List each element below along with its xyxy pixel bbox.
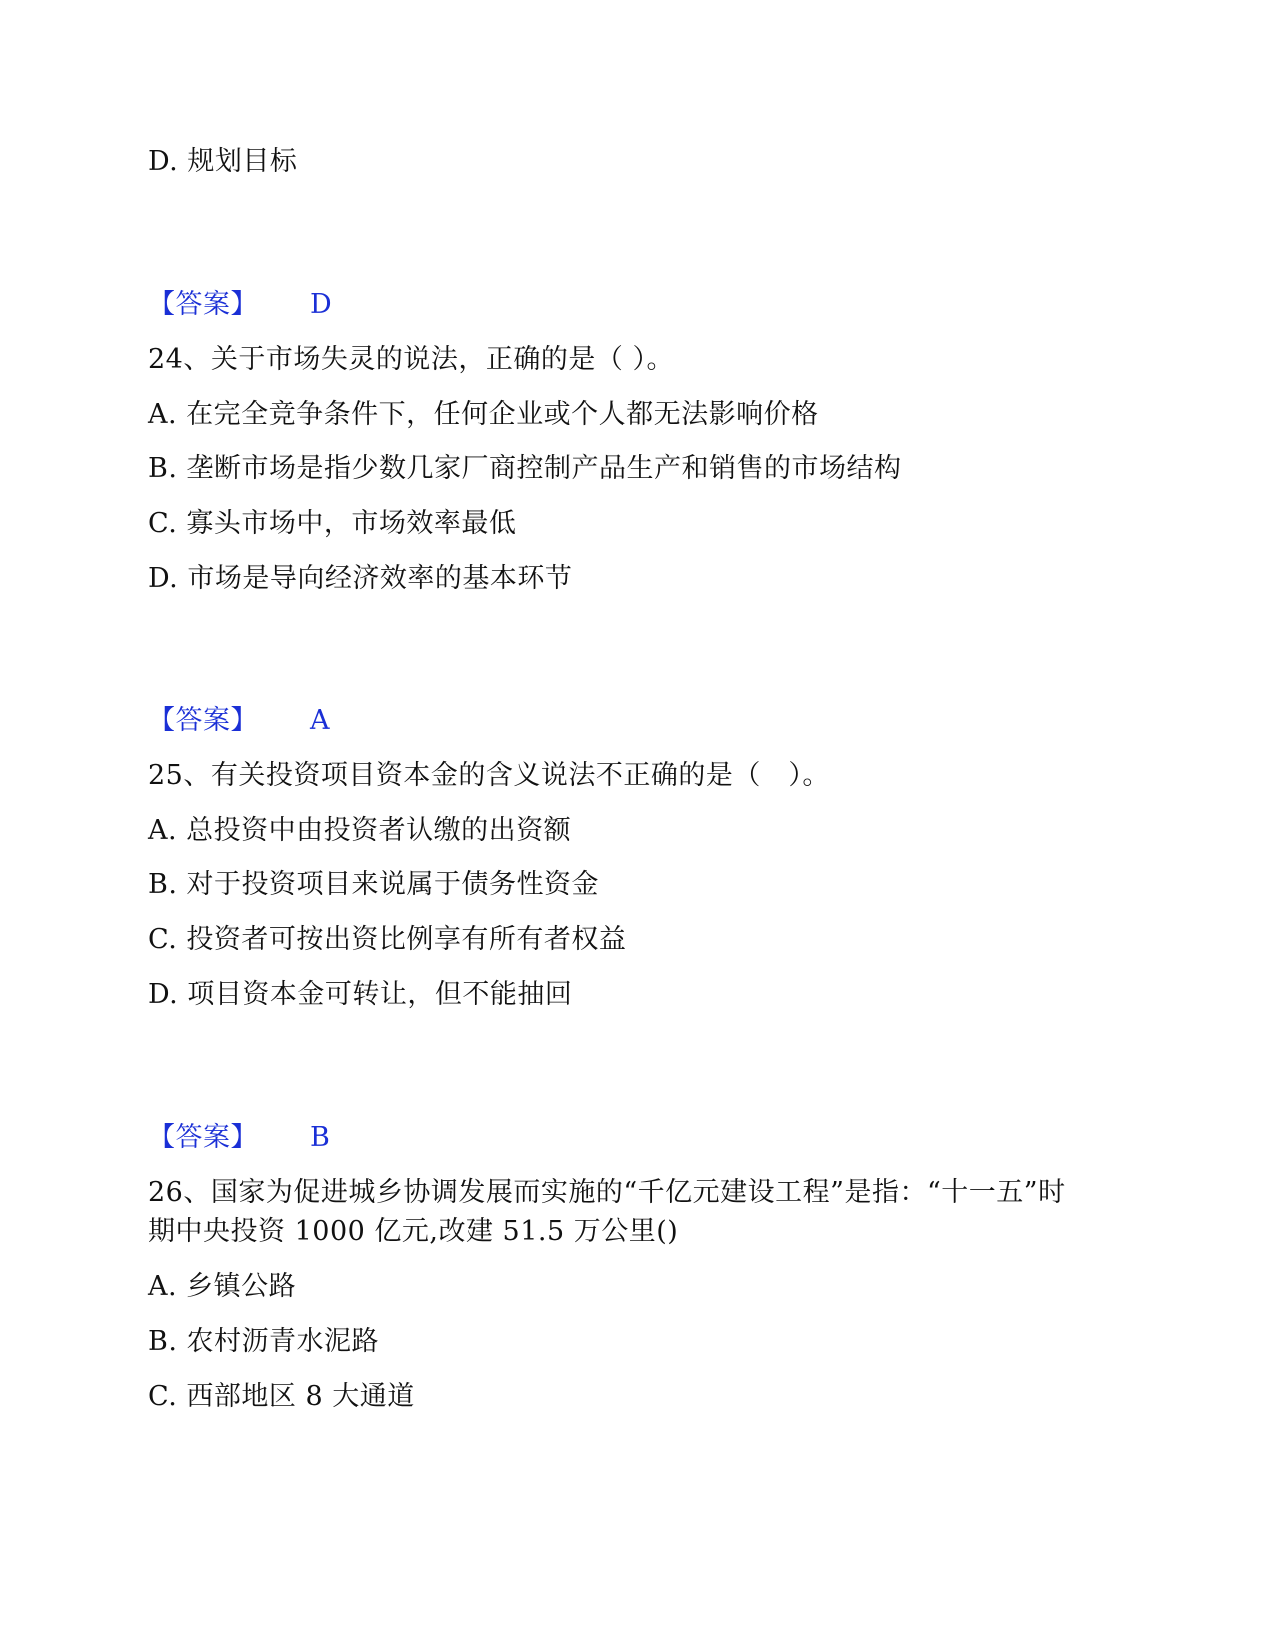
q24-option-c: C. 寡头市场中，市场效率最低: [148, 508, 517, 539]
q25-option-c: C. 投资者可按出资比例享有所有者权益: [148, 924, 627, 955]
q25-answer: [148, 1120, 330, 1156]
q26-stem-line-2: 期中央投资 1000 亿元,改建 51.5 万公里(): [148, 1216, 679, 1247]
answer-value: D: [310, 289, 333, 320]
q24-option-a: A. 在完全竞争条件下，任何企业或个人都无法影响价格: [148, 399, 819, 430]
q24-option-b: B. 垄断市场是指少数几家厂商控制产品生产和销售的市场结构: [148, 453, 902, 484]
answer-value: A: [310, 705, 330, 736]
q24-answer: [148, 703, 330, 739]
q25-option-b: B. 对于投资项目来说属于债务性资金: [148, 869, 600, 900]
q24-stem: 24、关于市场失灵的说法，正确的是（ ）。: [148, 344, 674, 375]
answer-label: 【答案】: [148, 1122, 258, 1153]
answer-value: B: [310, 1122, 331, 1153]
answer-label: 【答案】: [148, 705, 258, 736]
answer-label: 【答案】: [148, 289, 258, 320]
q25-option-d: D. 项目资本金可转让，但不能抽回: [148, 979, 573, 1010]
prev-option-d: D. 规划目标: [148, 146, 298, 177]
q26-stem-line-1: 26、国家为促进城乡协调发展而实施的“千亿元建设工程”是指：“十一五”时: [148, 1177, 1066, 1208]
q24-option-d: D. 市场是导向经济效率的基本环节: [148, 563, 573, 594]
q25-stem: 25、有关投资项目资本金的含义说法不正确的是（ ）。: [148, 760, 830, 791]
q26-option-a: A. 乡镇公路: [148, 1271, 297, 1302]
q26-option-b: B. 农村沥青水泥路: [148, 1326, 380, 1357]
prev-answer: [148, 287, 332, 323]
q26-option-c: C. 西部地区 8 大通道: [148, 1381, 415, 1412]
q25-option-a: A. 总投资中由投资者认缴的出资额: [148, 815, 572, 846]
